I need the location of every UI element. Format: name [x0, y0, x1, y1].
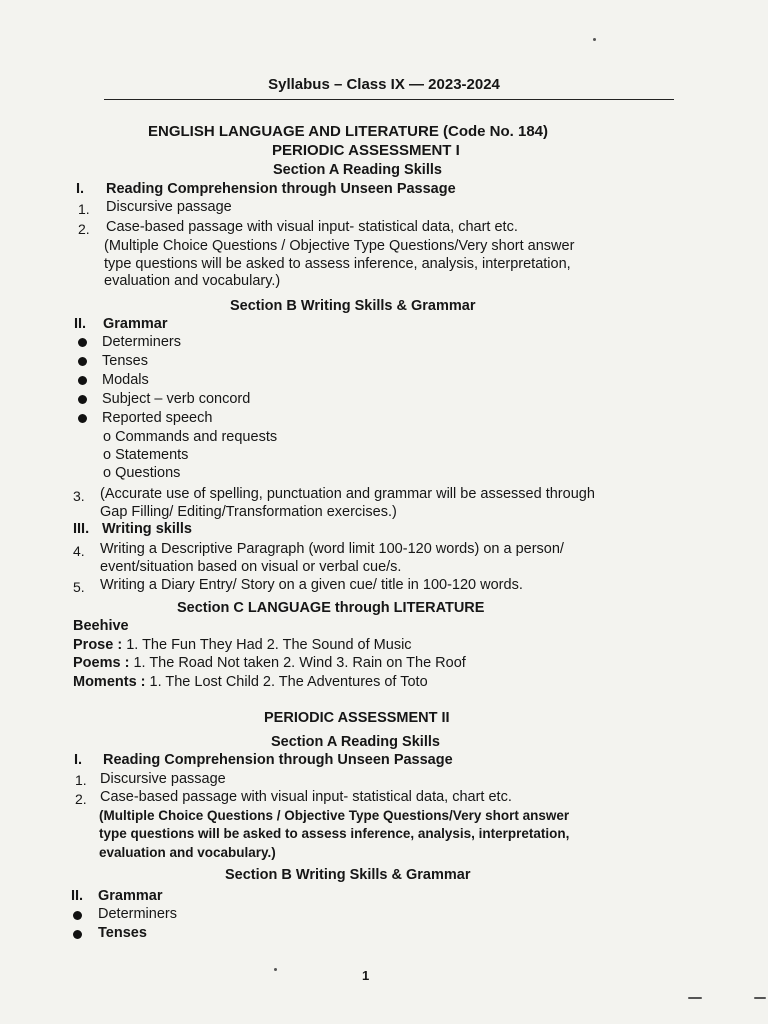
pa1-sub-item-3: o Questions — [103, 465, 181, 481]
pa1-section-b-title: Section B Writing Skills & Grammar — [230, 298, 476, 314]
pa1-grammar-item-3: Modals — [102, 372, 149, 388]
pa2-grammar-item-1: Determiners — [98, 906, 177, 922]
header-rule — [104, 99, 674, 100]
scan-speck — [688, 997, 702, 999]
pa2-b-grammar-num: II. — [71, 888, 84, 904]
pa1-a-item-2: Case-based passage with visual input- statistical data, chart etc. — [106, 219, 518, 235]
pa1-title: PERIODIC ASSESSMENT I — [272, 142, 460, 159]
pa1-sub-item-1: o Commands and requests — [103, 429, 278, 445]
pa1-a-note-line-3: evaluation and vocabulary.) — [104, 273, 281, 289]
pa2-a-note-line-3: evaluation and vocabulary.) — [99, 845, 276, 860]
pa1-item-3-line-1: (Accurate use of spelling, punctuation and grammar will be assessed through — [100, 486, 595, 502]
pa1-a-item-1: Discursive passage — [106, 199, 232, 215]
pa2-b-grammar-heading: Grammar — [98, 888, 163, 904]
pa2-a-item-1: Discursive passage — [100, 771, 226, 787]
moments-label: Moments : — [73, 674, 146, 690]
bullet-icon — [73, 930, 82, 939]
pa1-a-note-line-1: (Multiple Choice Questions / Objective Type Questions/Very short answer — [104, 238, 575, 254]
pa2-title: PERIODIC ASSESSMENT II — [264, 710, 450, 726]
pa1-book-title: Beehive — [73, 618, 129, 634]
scan-speck — [274, 968, 277, 971]
pa1-b-grammar-heading: Grammar — [103, 316, 168, 332]
pa1-section-c-title: Section C LANGUAGE through LITERATURE — [177, 600, 485, 616]
pa1-item-5-num: 5. — [73, 579, 85, 595]
bullet-icon — [78, 376, 87, 385]
prose-text: 1. The Fun They Had 2. The Sound of Music — [126, 637, 412, 653]
pa1-item-4-num: 4. — [73, 543, 85, 559]
prose-label: Prose : — [73, 637, 123, 653]
page-number: 1 — [362, 968, 370, 983]
pa1-writing-heading: Writing skills — [102, 521, 192, 537]
pa1-item-3-line-2: Gap Filling/ Editing/Transformation exercises.) — [100, 504, 397, 520]
bullet-icon — [78, 338, 87, 347]
pa1-a-note-line-2: type questions will be asked to assess inference, analysis, interpretation, — [104, 256, 571, 272]
pa1-writing-num: III. — [73, 521, 90, 537]
pa1-item-3-num: 3. — [73, 488, 85, 504]
pa1-grammar-item-4: Subject – verb concord — [102, 391, 251, 407]
scan-speck — [593, 38, 596, 41]
pa1-b-grammar-num: II. — [74, 316, 87, 332]
pa2-a-heading-num: I. — [74, 752, 83, 768]
scan-speck — [754, 997, 766, 999]
pa2-grammar-item-2: Tenses — [98, 925, 147, 941]
bullet-icon — [78, 357, 87, 366]
pa2-a-note-line-1: (Multiple Choice Questions / Objective Type Questions/Very short answer — [99, 808, 570, 823]
pa1-a-heading: Reading Comprehension through Unseen Passage — [106, 181, 456, 197]
page-header: Syllabus – Class IX — 2023-2024 — [268, 76, 500, 93]
pa1-grammar-item-5: Reported speech — [102, 410, 213, 426]
bullet-icon — [78, 414, 87, 423]
pa1-item-5: Writing a Diary Entry/ Story on a given cue/ title in 100-120 words. — [100, 577, 523, 593]
pa2-a-note-line-2: type questions will be asked to assess inference, analysis, interpretation, — [99, 826, 570, 841]
pa1-a-item-1-num: 1. — [78, 201, 90, 217]
pa2-a-heading: Reading Comprehension through Unseen Passage — [103, 752, 453, 768]
pa2-section-a-title: Section A Reading Skills — [271, 734, 440, 750]
poems-label: Poems : — [73, 655, 130, 671]
subject-title: ENGLISH LANGUAGE AND LITERATURE (Code No. 184) — [148, 123, 549, 140]
pa1-item-4-line-1: Writing a Descriptive Paragraph (word limit 100-120 words) on a person/ — [100, 541, 564, 557]
pa2-a-item-2-num: 2. — [75, 791, 87, 807]
bullet-icon — [73, 911, 82, 920]
pa1-item-4-line-2: event/situation based on visual or verbal cue/s. — [100, 559, 402, 575]
pa2-a-item-1-num: 1. — [75, 772, 87, 788]
pa1-a-heading-num: I. — [76, 181, 85, 197]
pa1-prose-line — [73, 637, 412, 653]
pa2-a-item-2: Case-based passage with visual input- statistical data, chart etc. — [100, 789, 512, 805]
pa1-grammar-item-1: Determiners — [102, 334, 181, 350]
pa1-a-item-2-num: 2. — [78, 221, 90, 237]
pa2-section-b-title: Section B Writing Skills & Grammar — [225, 867, 471, 883]
pa1-section-a-title: Section A Reading Skills — [273, 162, 442, 178]
pa1-grammar-item-2: Tenses — [102, 353, 148, 369]
bullet-icon — [78, 395, 87, 404]
poems-text: 1. The Road Not taken 2. Wind 3. Rain on The Roof — [133, 655, 466, 671]
pa1-poems-line — [73, 655, 466, 671]
pa1-moments-line — [73, 674, 428, 690]
pa1-sub-item-2: o Statements — [103, 447, 189, 463]
moments-text: 1. The Lost Child 2. The Adventures of Toto — [149, 674, 428, 690]
